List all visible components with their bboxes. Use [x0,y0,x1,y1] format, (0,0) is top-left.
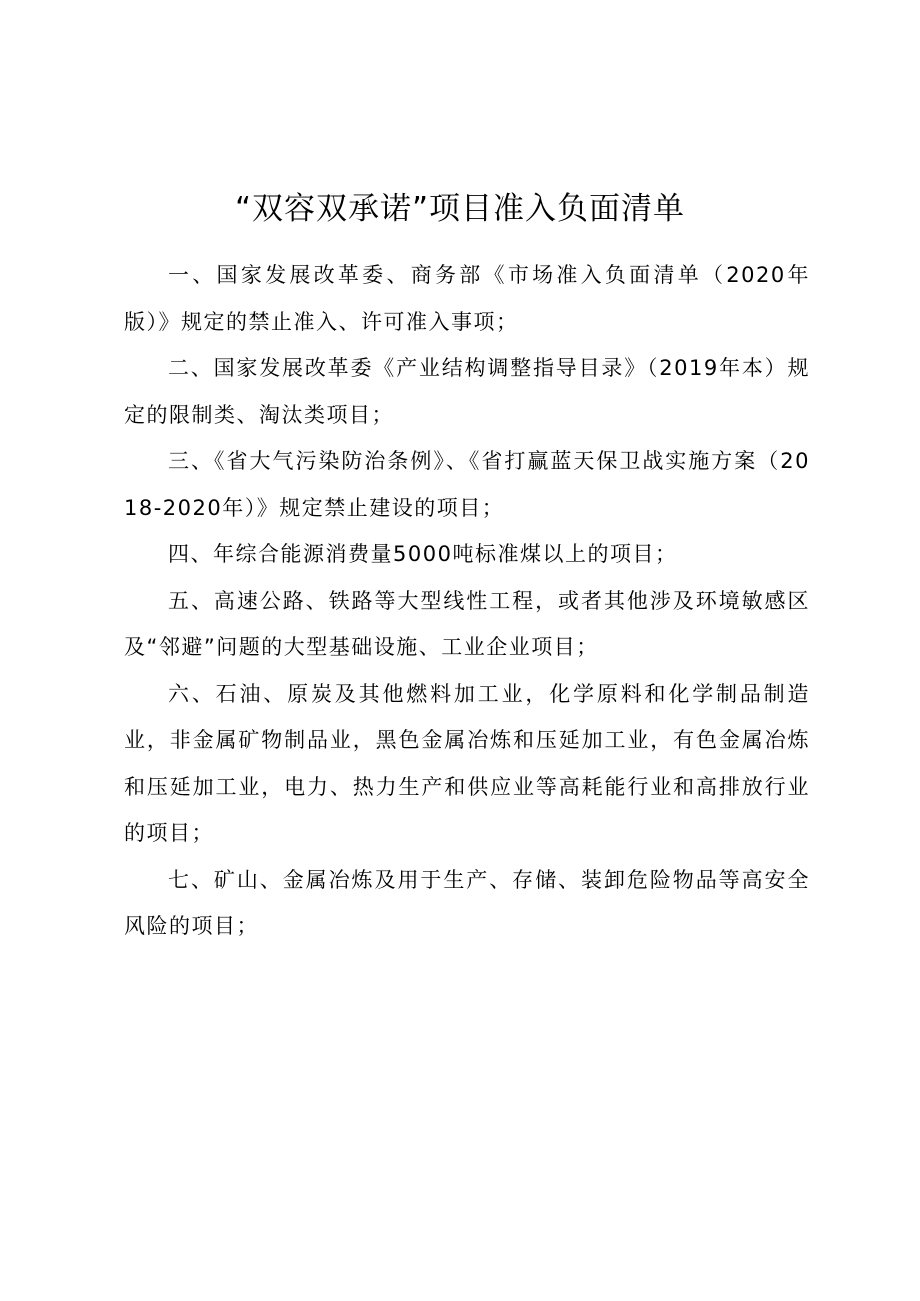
list-item-5: 五、高速公路、铁路等大型线性工程，或者其他涉及环境敏感区及“邻避”问题的大型基础设施、工业企业项目； [124,588,810,659]
list-item-6: 六、石油、原炭及其他燃料加工业，化学原料和化学制品制造业，非金属矿物制品业，黑色金属冶炼和压延加工业，有色金属冶炼和压延加工业，电力、热力生产和供应业等高耗能行业和高排放行业的项目； [124,681,810,845]
list-item-2: 二、国家发展改革委《产业结构调整指导目录》（2019年本）规定的限制类、淘汰类项目； [124,356,810,427]
list-item-7: 七、矿山、金属冶炼及用于生产、存储、装卸危险物品等高安全风险的项目； [124,867,810,938]
list-item-3: 三、《省大气污染防治条例》、《省打赢蓝天保卫战实施方案（2018-2020年）》规定禁止建设的项目； [124,449,810,520]
document-body [124,252,810,950]
document-title: “双容双承诺”项目准入负面清单 [234,191,686,227]
list-item-1: 一、国家发展改革委、商务部《市场准入负面清单（2020年版）》规定的禁止准入、许可准入事项； [124,263,810,334]
list-item-4: 四、年综合能源消费量5000吨标准煤以上的项目； [168,542,678,566]
